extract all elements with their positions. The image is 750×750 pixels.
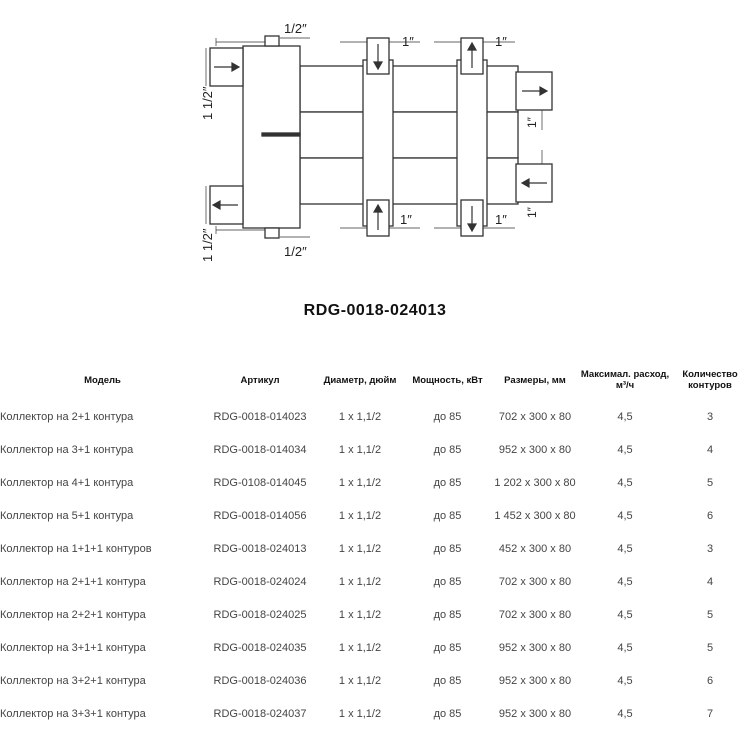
cell-model: Коллектор на 3+3+1 контура xyxy=(0,707,146,720)
cell-flow: 4,5 xyxy=(617,410,633,423)
dim-one-top-left: 1″ xyxy=(402,34,414,49)
cell-power: до 85 xyxy=(433,542,462,555)
cell-count: 5 xyxy=(706,476,714,489)
cell-size: 702 x 300 x 80 xyxy=(498,575,572,588)
dim-one-bottom-right: 1″ xyxy=(495,212,507,227)
dim-one-bottom-left: 1″ xyxy=(400,212,412,227)
cell-model: Коллектор на 2+1+1 контура xyxy=(0,575,146,588)
cell-size: 1 452 x 300 x 80 xyxy=(494,509,576,522)
dim-half-bottom: 1/2″ xyxy=(284,244,307,259)
table-row xyxy=(0,598,750,631)
dim-one-top-right: 1″ xyxy=(495,34,507,49)
cell-flow: 4,5 xyxy=(617,608,633,621)
cell-article: RDG-0018-014034 xyxy=(213,443,307,456)
cell-model: Коллектор на 3+2+1 контура xyxy=(0,674,146,687)
header-model: Модель xyxy=(84,374,121,386)
cell-power: до 85 xyxy=(433,509,462,522)
cell-diameter: 1 x 1,1/2 xyxy=(338,575,382,588)
dim-one-half-upper: 1 1/2″ xyxy=(200,86,215,120)
cell-flow: 4,5 xyxy=(617,476,633,489)
table-row xyxy=(0,466,750,499)
cell-size: 702 x 300 x 80 xyxy=(498,410,572,423)
cell-count: 4 xyxy=(706,443,714,456)
collector-diagram xyxy=(0,0,750,290)
cell-power: до 85 xyxy=(433,476,462,489)
cell-size: 702 x 300 x 80 xyxy=(498,608,572,621)
table-row xyxy=(0,565,750,598)
cell-size: 952 x 300 x 80 xyxy=(498,443,572,456)
cell-flow: 4,5 xyxy=(617,707,633,720)
cell-count: 6 xyxy=(706,509,714,522)
cell-count: 3 xyxy=(706,410,714,423)
cell-model: Коллектор на 3+1+1 контура xyxy=(0,641,146,654)
cell-count: 3 xyxy=(706,542,714,555)
cell-power: до 85 xyxy=(433,443,462,456)
table-row xyxy=(0,664,750,697)
cell-diameter: 1 x 1,1/2 xyxy=(338,608,382,621)
cell-size: 952 x 300 x 80 xyxy=(498,641,572,654)
cell-article: RDG-0018-014023 xyxy=(213,410,307,423)
table-row xyxy=(0,631,750,664)
cell-diameter: 1 x 1,1/2 xyxy=(338,509,382,522)
cell-size: 952 x 300 x 80 xyxy=(498,707,572,720)
model-code-title: RDG-0018-024013 xyxy=(303,302,447,319)
table-row xyxy=(0,433,750,466)
separator-plate xyxy=(262,133,300,136)
cell-diameter: 1 x 1,1/2 xyxy=(338,707,382,720)
cell-article: RDG-0018-014056 xyxy=(213,509,307,522)
cell-model: Коллектор на 4+1 контура xyxy=(0,476,134,489)
header-flow: Максимал. расход, м³/ч xyxy=(580,369,670,391)
cell-article: RDG-0018-024035 xyxy=(213,641,307,654)
spec-table xyxy=(0,360,750,730)
cell-diameter: 1 x 1,1/2 xyxy=(338,674,382,687)
cell-count: 4 xyxy=(706,575,714,588)
cell-article: RDG-0018-024025 xyxy=(213,608,307,621)
cell-count: 6 xyxy=(706,674,714,687)
dim-one-right-upper: 1″ xyxy=(525,117,539,128)
header-count: Количество контуров xyxy=(682,369,738,391)
cell-diameter: 1 x 1,1/2 xyxy=(338,410,382,423)
table-row xyxy=(0,400,750,433)
cell-power: до 85 xyxy=(433,410,462,423)
cell-model: Коллектор на 3+1 контура xyxy=(0,443,134,456)
cell-power: до 85 xyxy=(433,608,462,621)
cell-model: Коллектор на 5+1 контура xyxy=(0,509,134,522)
cell-count: 7 xyxy=(706,707,714,720)
cell-size: 452 x 300 x 80 xyxy=(498,542,572,555)
header-size: Размеры, мм xyxy=(504,374,566,386)
table-row xyxy=(0,532,750,565)
table-row xyxy=(0,697,750,730)
cell-model: Коллектор на 1+1+1 контуров xyxy=(0,542,152,555)
cell-diameter: 1 x 1,1/2 xyxy=(338,542,382,555)
header-body xyxy=(243,46,300,228)
cell-article: RDG-0018-024036 xyxy=(213,674,307,687)
cell-diameter: 1 x 1,1/2 xyxy=(338,641,382,654)
cell-flow: 4,5 xyxy=(617,674,633,687)
table-header-row xyxy=(0,360,750,400)
cell-article: RDG-0108-014045 xyxy=(213,476,307,489)
cell-count: 5 xyxy=(706,641,714,654)
cell-power: до 85 xyxy=(433,707,462,720)
cell-article: RDG-0018-024013 xyxy=(213,542,307,555)
header-article: Артикул xyxy=(240,374,280,386)
cell-article: RDG-0018-024037 xyxy=(213,707,307,720)
dim-half-top: 1/2″ xyxy=(284,21,307,36)
dim-one-half-lower: 1 1/2″ xyxy=(200,228,215,262)
cell-power: до 85 xyxy=(433,674,462,687)
cell-flow: 4,5 xyxy=(617,575,633,588)
cell-flow: 4,5 xyxy=(617,509,633,522)
table-row xyxy=(0,499,750,532)
cell-model: Коллектор на 2+2+1 контура xyxy=(0,608,146,621)
cell-size: 1 202 x 300 x 80 xyxy=(494,476,576,489)
cell-size: 952 x 300 x 80 xyxy=(498,674,572,687)
header-power: Мощность, кВт xyxy=(412,374,483,386)
cell-flow: 4,5 xyxy=(617,542,633,555)
cell-model: Коллектор на 2+1 контура xyxy=(0,410,134,423)
cell-flow: 4,5 xyxy=(617,641,633,654)
cell-flow: 4,5 xyxy=(617,443,633,456)
cell-power: до 85 xyxy=(433,575,462,588)
cell-article: RDG-0018-024024 xyxy=(213,575,307,588)
dim-one-right-lower: 1″ xyxy=(525,207,539,218)
header-diameter: Диаметр, дюйм xyxy=(323,374,397,386)
cell-power: до 85 xyxy=(433,641,462,654)
cell-count: 5 xyxy=(706,608,714,621)
cell-diameter: 1 x 1,1/2 xyxy=(338,443,382,456)
cell-diameter: 1 x 1,1/2 xyxy=(338,476,382,489)
